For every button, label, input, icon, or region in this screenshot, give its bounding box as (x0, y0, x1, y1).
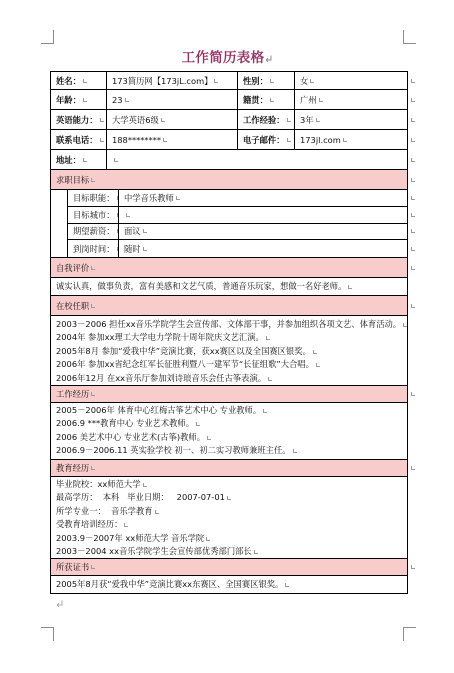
section-title: 所获证书 (51, 559, 407, 575)
email-label: 电子邮件： (238, 130, 295, 149)
info-row-name-gender (51, 72, 407, 90)
email-value[interactable]: 173jl.com (295, 130, 407, 149)
target-city-value[interactable] (119, 207, 407, 223)
info-row-address (51, 150, 407, 170)
job-target-row (68, 240, 407, 257)
job-target-block (51, 190, 407, 258)
work-experience-line[interactable]: 2006.9 ***教育中心 专业艺术教师。 (56, 417, 407, 430)
education-line[interactable]: 所学专业一： 音乐学教育 (56, 505, 407, 518)
name-value[interactable]: 173简历网【173jL.com】 (107, 72, 238, 89)
section-header-work-experience (51, 386, 407, 403)
self-evaluation-block (51, 278, 407, 296)
paragraph-mark-icon (56, 600, 63, 608)
campus-role-line[interactable]: 2006年 参加xx省纪念红军长征胜利暨八一建军节“长征组歌”大合唱。 (56, 358, 407, 371)
crop-mark-top-right (403, 30, 416, 44)
hometown-label: 籍贯： (238, 90, 295, 109)
job-target-rows (68, 190, 407, 257)
title-paragraph (0, 49, 454, 67)
section-title: 工作经历 (51, 386, 407, 402)
certificate-line[interactable]: 2005年8月获“爱我中华”竞演比赛xx东赛区、全国赛区银奖。 (56, 576, 407, 592)
start-time-value[interactable]: 随时 (119, 240, 407, 257)
work-experience-label: 工作经验： (238, 110, 295, 129)
campus-role-line[interactable]: 2003－2006 担任xx音乐学院学生会宣传部、文体部干事，并参加组织各项文艺、体育活动。 (56, 318, 407, 331)
paragraph-mark-icon (265, 55, 272, 63)
crop-mark-bottom-right (403, 627, 416, 641)
section-header-job-target (51, 170, 407, 190)
section-title: 求职目标 (51, 170, 407, 189)
info-row-phone-email (51, 130, 407, 150)
phone-value[interactable]: 188******** (107, 130, 238, 149)
self-evaluation-text[interactable]: 诚实认真，做事负责，富有美感和文艺气质，普通音乐玩家，想做一名好老师。 (56, 278, 407, 295)
gender-value[interactable]: 女 (295, 72, 407, 89)
work-experience-line[interactable]: 2006 美艺术中心 专业艺术(古筝)教师。 (56, 431, 407, 444)
english-level-label: 英语能力： (51, 110, 107, 129)
campus-role-line[interactable]: 2004年 参加xx理工大学电力学院十周年院庆文艺汇演。 (56, 331, 407, 344)
education-block (51, 477, 407, 559)
work-experience-line[interactable]: 2006.9－2006.11 英实验学校 初一、初二实习教师兼班主任。 (56, 444, 407, 457)
age-value[interactable]: 23 (107, 90, 238, 109)
section-header-self-evaluation (51, 258, 407, 278)
gender-label: 性别： (238, 72, 295, 89)
work-experience-line[interactable]: 2005－2006年 体育中心红梅古筝艺术中心 专业教师。 (56, 404, 407, 417)
phone-label: 联系电话： (51, 130, 107, 149)
campus-role-line[interactable]: 2006年12月 在xx音乐厅参加刘诗琅音乐会任古筝表演。 (56, 372, 407, 385)
age-label: 年龄： (51, 90, 107, 109)
section-title: 教育经历 (51, 460, 407, 476)
education-line[interactable]: 毕业院校：xx师范大学 (56, 478, 407, 491)
crop-mark-bottom-left (41, 627, 54, 641)
address-value[interactable] (107, 150, 407, 169)
certificates-block (51, 576, 407, 593)
start-time-label: 到岗时间： (68, 240, 119, 257)
english-level-value[interactable]: 大学英语6级 (107, 110, 238, 129)
section-title: 自我评价 (51, 258, 407, 277)
target-city-label: 目标城市： (68, 207, 119, 223)
job-target-row (68, 207, 407, 224)
resume-title: 工作简历表格 (181, 50, 265, 66)
expected-salary-value[interactable]: 面议 (119, 224, 407, 240)
job-target-row (68, 190, 407, 207)
education-line[interactable]: 2003－2004 xx音乐学院学生会宣传部优秀部门部长 (56, 545, 407, 558)
info-row-age-hometown (51, 90, 407, 110)
section-header-education (51, 460, 407, 477)
education-line[interactable]: 受教育培训经历： (56, 518, 407, 531)
section-header-certificates (51, 559, 407, 576)
info-row-english-experience (51, 110, 407, 130)
target-function-value[interactable]: 中学音乐教师 (119, 190, 407, 206)
campus-roles-block (51, 316, 407, 386)
target-function-label: 目标职能： (68, 190, 119, 206)
work-experience-value[interactable]: 3年 (295, 110, 407, 129)
hometown-value[interactable]: 广州 (295, 90, 407, 109)
crop-mark-top-left (41, 30, 54, 44)
section-title: 在校任职 (51, 296, 407, 315)
work-experience-block (51, 403, 407, 460)
campus-role-line[interactable]: 2005年8月 参加“爱我中华”竞演比赛，获xx赛区以及全国赛区银奖。 (56, 345, 407, 358)
education-line[interactable]: 最高学历： 本科 毕业日期： 2007-07-01 (56, 491, 407, 504)
name-label: 姓名： (51, 72, 107, 89)
education-line[interactable]: 2003.9－2007年 xx师范大学 音乐学院 (56, 532, 407, 545)
address-label: 地址： (51, 150, 107, 169)
section-header-campus-roles (51, 296, 407, 316)
job-target-row (68, 224, 407, 241)
job-target-indent (51, 190, 68, 257)
resume-table (50, 71, 408, 594)
expected-salary-label: 期望薪资： (68, 224, 119, 240)
